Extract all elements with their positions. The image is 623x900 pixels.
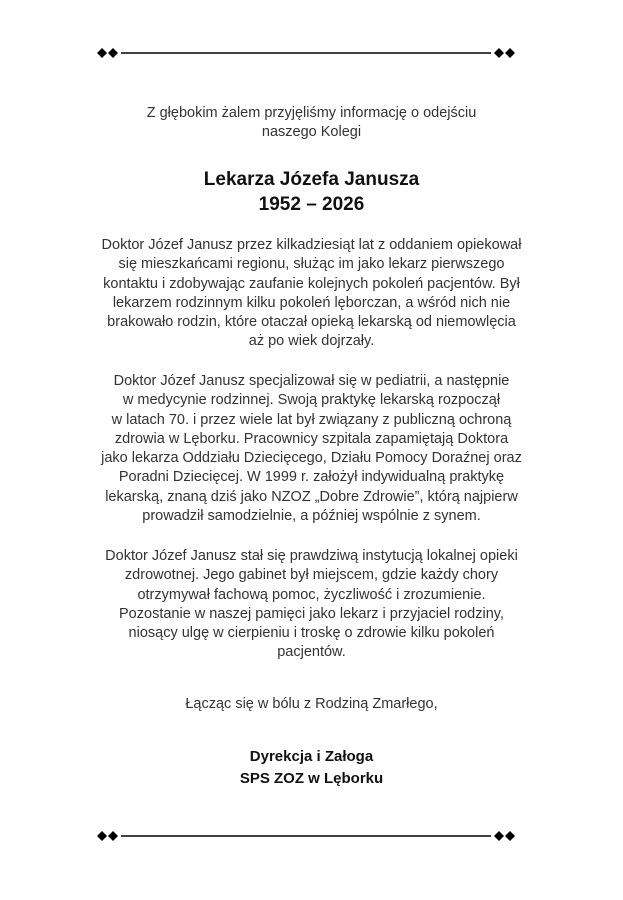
intro-line: naszego Kolegi xyxy=(261,124,362,140)
deceased-years: 1952 – 2026 xyxy=(258,194,365,215)
paragraph-line: prowadził samodzielnie, a później wspólnie z synem. xyxy=(142,508,481,525)
paragraph-line: Doktor Józef Janusz przez kilkadziesiąt lat z oddaniem opiekował xyxy=(101,237,522,253)
paragraph-line: Doktor Józef Janusz stał się prawdziwą instytucją lokalnej opieki xyxy=(105,548,518,564)
paragraph-line: zdrowia w Lęborku. Pracownicy szpitala zapamiętają Doktora xyxy=(114,430,509,447)
signature xyxy=(60,746,563,790)
bottom-ornament-rule xyxy=(97,829,515,843)
deceased-heading xyxy=(60,167,563,217)
paragraph-1 xyxy=(60,236,563,352)
paragraph-line: zdrowotnej. Jego gabinet był miejscem, gdzie każdy chory xyxy=(124,567,499,584)
paragraph-line: niosący ulgę w cierpieniu i troskę o zdrowie kilku pokoleń xyxy=(128,625,495,642)
signature-line: SPS ZOZ w Lęborku xyxy=(239,770,384,787)
paragraph-2 xyxy=(60,372,563,526)
paragraph-line: w medycynie rodzinnej. Swoją praktykę lekarską rozpoczął xyxy=(122,392,501,409)
paragraph-line: lekarzem rodzinnym kilku pokoleń lęborczan, a wśród nich nie xyxy=(112,294,511,311)
paragraph-line: Poradni Dziecięcej. W 1999 r. założył indywidualną praktykę xyxy=(118,469,505,486)
paragraph-line: pacjentów. xyxy=(277,644,346,661)
paragraph-line: jako lekarza Oddziału Dziecięcego, Działu Pomocy Doraźnej oraz xyxy=(101,450,522,467)
paragraph-line: brakowało rodzin, które otaczał opieką lekarską od niemowlęcia xyxy=(107,314,516,331)
top-ornament-rule xyxy=(97,46,515,60)
paragraph-line: aż po wiek dojrzały. xyxy=(248,333,375,350)
paragraph-line: Pozostanie w naszej pamięci jako lekarz i przyjaciel rodziny, xyxy=(119,605,504,622)
intro-text xyxy=(60,104,563,142)
closing-line: Łącząc się w bólu z Rodziną Zmarłego, xyxy=(185,696,438,712)
paragraph-line: otrzymywał fachową pomoc, życzliwość i zrozumienie. xyxy=(137,586,486,603)
deceased-name: Lekarza Józefa Janusza xyxy=(203,169,420,190)
paragraph-line: w latach 70. i przez wiele lat był związany z publiczną ochroną xyxy=(111,411,512,428)
closing-text xyxy=(60,695,563,714)
paragraph-line: kontaktu i zdobywając zaufanie kolejnych pokoleń pacjentów. Był xyxy=(103,275,520,292)
paragraph-line: lekarską, znaną dziś jako NZOZ „Dobre Zdrowie”, którą najpierw xyxy=(105,488,518,505)
paragraph-line: się mieszkańcami regionu, służąc im jako lekarz pierwszego xyxy=(118,256,505,273)
paragraph-line: Doktor Józef Janusz specjalizował się w pediatrii, a następnie xyxy=(113,373,510,389)
signature-line: Dyrekcja i Załoga xyxy=(249,748,374,765)
paragraph-3 xyxy=(60,547,563,663)
intro-line: Z głębokim żalem przyjęliśmy informację o odejściu xyxy=(146,105,477,121)
